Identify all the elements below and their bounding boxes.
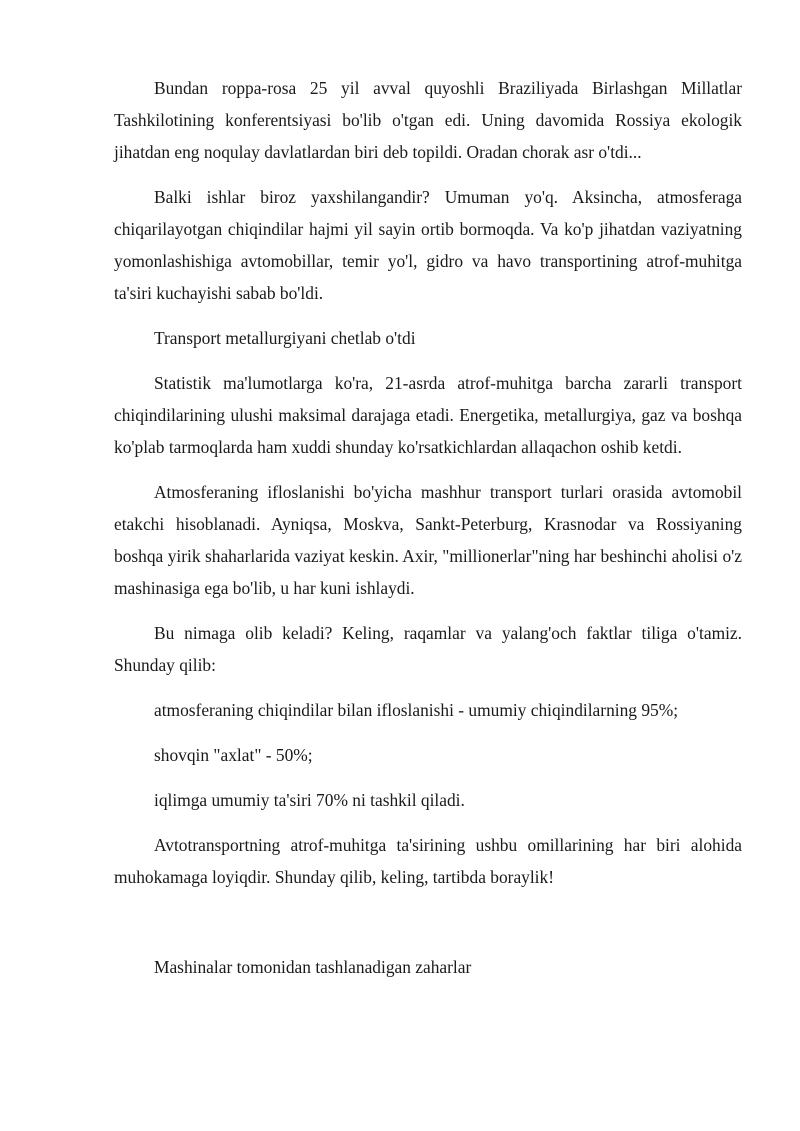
list-item: atmosferaning chiqindilar bilan ifloslanishi - umumiy chiqindilarning 95%; [154, 700, 679, 720]
paragraph-statistics: Statistik ma'lumotlarga ko'ra, 21-asrda atrof-muhitga barcha zararli transport chiqindilarining ulushi maksimal darajaga etadi. Energetika, metallurgiya, gaz va boshqa ko'plab tarmoqlarda ham xuddi shunday ko'rsatkichlardan allaqachon oshib ketdi. [114, 373, 742, 457]
list-item: shovqin "axlat" - 50%; [154, 745, 313, 765]
document-body [114, 72, 742, 983]
paragraph-facts: Bu nimaga olib keladi? Keling, raqamlar va yalang'och faktlar tiliga o'tamiz. Shunday qilib: [114, 623, 742, 675]
section-spacer [114, 906, 742, 951]
list-item: iqlimga umumiy ta'siri 70% ni tashkil qiladi. [154, 790, 465, 810]
section-heading: Mashinalar tomonidan tashlanadigan zaharlar [154, 957, 472, 977]
paragraph-conclusion: Avtotransportning atrof-muhitga ta'sirining ushbu omillarining har biri alohida muhokamaga loyiqdir. Shunday qilib, keling, tartibda boraylik! [114, 835, 742, 887]
subheading-transport: Transport metallurgiyani chetlab o'tdi [154, 328, 416, 348]
paragraph-automobile: Atmosferaning ifloslanishi bo'yicha mashhur transport turlari orasida avtomobil etakchi hisoblanadi. Ayniqsa, Moskva, Sankt-Peterburg, Krasnodar va Rossiyaning boshqa yirik shaharlarida vaziyat keskin. Axir, "millionerlar"ning har beshinchi aholisi o'z mashinasiga ega bo'lib, u har kuni ishlaydi. [114, 482, 742, 598]
paragraph-situation: Balki ishlar biroz yaxshilangandir? Umuman yo'q. Aksincha, atmosferaga chiqarilayotgan chiqindilar hajmi yil sayin ortib bormoqda. Va ko'p jihatdan vaziyatning yomonlashishiga avtomobillar, temir yo'l, gidro va havo transportining atrof-muhitga ta'siri kuchayishi sabab bo'ldi. [114, 187, 742, 303]
paragraph-intro: Bundan roppa-rosa 25 yil avval quyoshli Braziliyada Birlashgan Millatlar Tashkilotining konferentsiyasi bo'lib o'tgan edi. Uning davomida Rossiya ekologik jihatdan eng noqulay davlatlardan biri deb topildi. Oradan chorak asr o'tdi... [114, 78, 742, 162]
